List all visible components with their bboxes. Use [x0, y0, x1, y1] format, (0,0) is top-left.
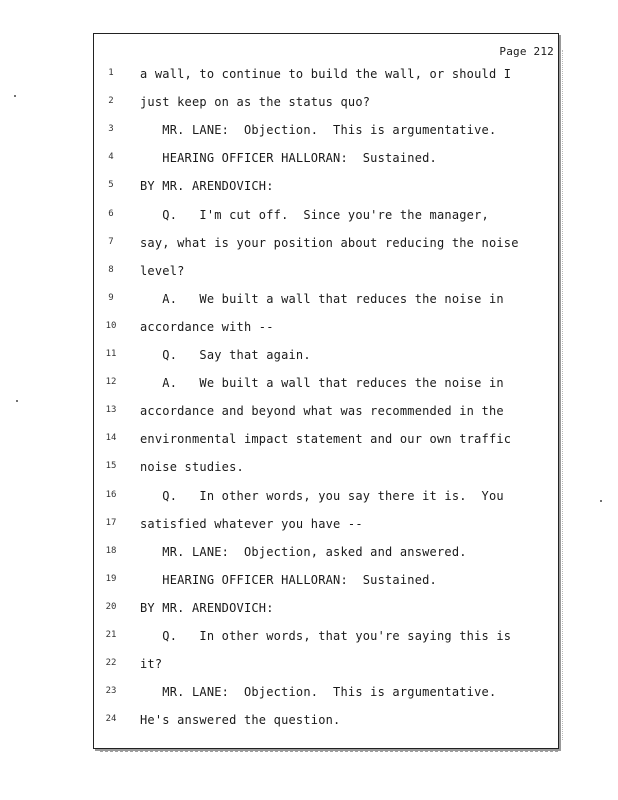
transcript-line: Q. Say that again. — [140, 348, 311, 362]
transcript-line: accordance with -- — [140, 320, 274, 334]
line-number: 24 — [105, 714, 117, 724]
line-number: 17 — [105, 518, 117, 528]
transcript-line: environmental impact statement and our own traffic — [140, 432, 512, 446]
transcript-line: Q. In other words, that you're saying this is — [140, 629, 512, 643]
line-number: 15 — [105, 461, 117, 471]
transcript-line: MR. LANE: Objection. This is argumentative. — [140, 685, 497, 699]
line-number: 14 — [105, 433, 117, 443]
line-number: 11 — [105, 349, 117, 359]
transcript-line: A. We built a wall that reduces the noise in — [140, 292, 504, 306]
line-number: 5 — [108, 180, 114, 190]
scan-artifact-strip — [100, 751, 558, 754]
transcript-line: noise studies. — [140, 460, 244, 474]
line-number: 16 — [105, 490, 117, 500]
line-number: 19 — [105, 574, 117, 584]
scan-speck — [14, 95, 16, 97]
transcript-line: Q. In other words, you say there it is. You — [140, 489, 504, 503]
line-number: 20 — [105, 602, 117, 612]
line-number: 9 — [108, 293, 114, 303]
line-number: 1 — [108, 68, 114, 78]
scan-edge — [562, 50, 564, 740]
line-number: 7 — [108, 237, 114, 247]
line-number: 3 — [108, 124, 114, 134]
line-number: 22 — [105, 658, 117, 668]
line-number: 18 — [105, 546, 117, 556]
page-number: Page 212 — [499, 45, 554, 58]
transcript-line: MR. LANE: Objection. This is argumentative. — [140, 123, 497, 137]
line-number: 21 — [105, 630, 117, 640]
transcript-line: BY MR. ARENDOVICH: — [140, 179, 274, 193]
scan-speck — [600, 500, 602, 502]
line-number: 2 — [108, 96, 114, 106]
transcript-line: HEARING OFFICER HALLORAN: Sustained. — [140, 573, 437, 587]
transcript-line: say, what is your position about reducing the noise — [140, 236, 519, 250]
line-number: 6 — [108, 209, 114, 219]
transcript-line: HEARING OFFICER HALLORAN: Sustained. — [140, 151, 437, 165]
line-number: 8 — [108, 265, 114, 275]
transcript-line: He's answered the question. — [140, 713, 341, 727]
transcript-line: just keep on as the status quo? — [140, 95, 371, 109]
line-number: 13 — [105, 405, 117, 415]
transcript-line: MR. LANE: Objection, asked and answered. — [140, 545, 467, 559]
scan-speck — [16, 400, 18, 402]
line-number: 10 — [105, 321, 117, 331]
transcript-line: a wall, to continue to build the wall, or should I — [140, 67, 512, 81]
line-number: 12 — [105, 377, 117, 387]
transcript-line: BY MR. ARENDOVICH: — [140, 601, 274, 615]
transcript-line: satisfied whatever you have -- — [140, 517, 363, 531]
line-number: 4 — [108, 152, 114, 162]
transcript-line: level? — [140, 264, 185, 278]
transcript-line: accordance and beyond what was recommended in the — [140, 404, 504, 418]
transcript-line: it? — [140, 657, 163, 671]
line-number: 23 — [105, 686, 117, 696]
transcript-line: A. We built a wall that reduces the noise in — [140, 376, 504, 390]
transcript-line: Q. I'm cut off. Since you're the manager, — [140, 208, 489, 222]
